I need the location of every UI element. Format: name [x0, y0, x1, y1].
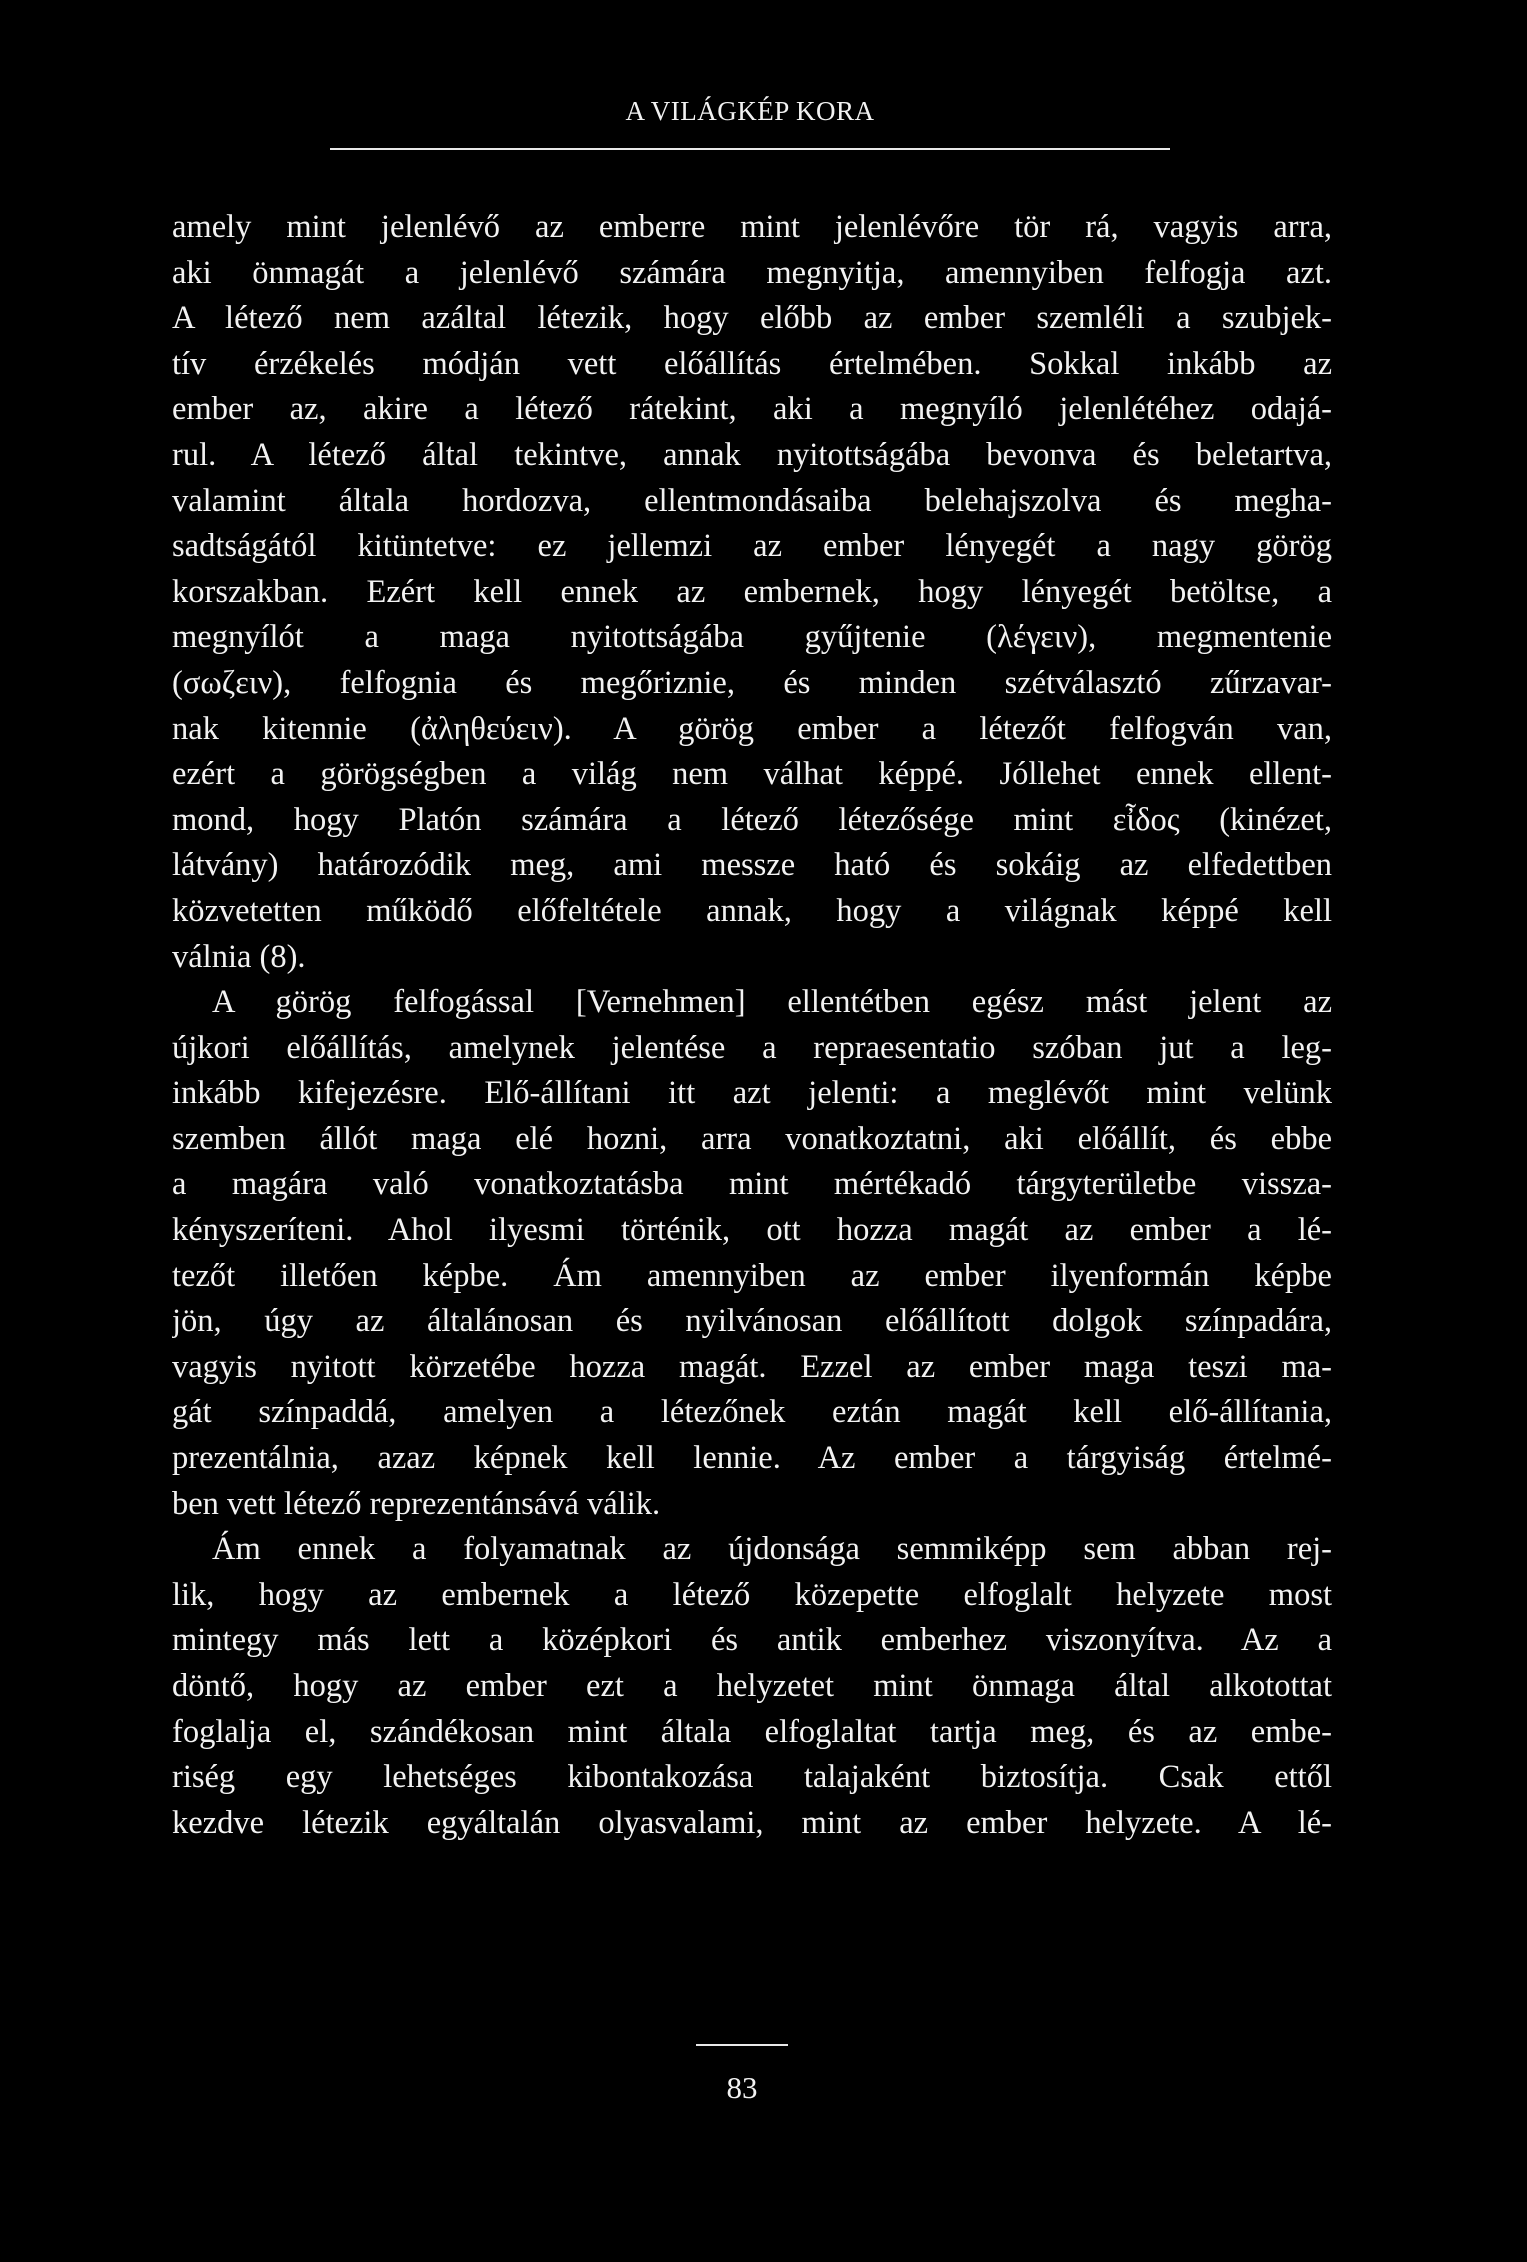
body-line: inkább kifejezésre. Elő-állítani itt azt jelenti: a meglévőt mint velünk — [172, 1075, 1332, 1112]
body-line: mond, hogy Platón számára a létező létezősége mint εἶδος (kinézet, — [172, 801, 1332, 838]
body-text — [172, 205, 1332, 1846]
body-line: ember az, akire a létező rátekint, aki a megnyíló jelenlétéhez odajá- — [172, 391, 1332, 428]
body-line: ezért a görögségben a világ nem válhat képpé. Jóllehet ennek ellent- — [172, 756, 1332, 793]
body-line: jön, úgy az általánosan és nyilvánosan előállított dolgok színpadára, — [172, 1303, 1332, 1340]
body-line: újkori előállítás, amelynek jelentése a repraesentatio szóban jut a leg- — [172, 1029, 1332, 1066]
body-line: A létező nem azáltal létezik, hogy előbb az ember szemléli a szubjek- — [172, 300, 1332, 337]
body-line: aki önmagát a jelenlévő számára megnyitja, amennyiben felfogja azt. — [172, 254, 1332, 291]
body-line-paragraph-end: ben vett létező reprezentánsává válik. — [172, 1485, 661, 1522]
running-head-title: A VILÁGKÉP KORA — [625, 96, 875, 126]
body-line: tezőt illetően képbe. Ám amennyiben az ember ilyenformán képbe — [172, 1257, 1332, 1294]
body-line: korszakban. Ezért kell ennek az embernek, hogy lényegét betöltse, a — [172, 573, 1332, 610]
body-line: lik, hogy az embernek a létező közepette elfoglalt helyzete most — [172, 1576, 1332, 1613]
body-line: amely mint jelenlévő az emberre mint jelenlévőre tör rá, vagyis arra, — [172, 209, 1332, 245]
body-line: foglalja el, szándékosan mint általa elfoglaltat tartja meg, és az embe- — [172, 1713, 1332, 1750]
body-line-paragraph-end: válnia (8). — [172, 938, 306, 975]
header-rule — [330, 148, 1170, 150]
footer-rule — [696, 2044, 788, 2046]
body-line: riség egy lehetséges kibontakozása talajaként biztosítja. Csak ettől — [172, 1759, 1332, 1796]
body-line: közvetetten működő előfeltétele annak, hogy a világnak képpé kell — [172, 892, 1332, 929]
body-line: rul. A létező által tekintve, annak nyitottságába bevonva és beletartva, — [172, 436, 1332, 473]
body-line: szemben állót maga elé hozni, arra vonatkoztatni, aki előállít, és ebbe — [172, 1120, 1332, 1157]
body-line: döntő, hogy az ember ezt a helyzetet mint önmaga által alkotottat — [172, 1668, 1332, 1704]
body-line: vagyis nyitott körzetébe hozza magát. Ezzel az ember maga teszi ma- — [172, 1348, 1332, 1385]
body-line-paragraph-start: Ám ennek a folyamatnak az újdonsága semmiképp sem abban rej- — [212, 1531, 1332, 1568]
body-line: kezdve létezik egyáltalán olyasvalami, mint az ember helyzete. A lé- — [172, 1804, 1332, 1841]
page-number: 83 — [726, 2070, 758, 2105]
body-line: tív érzékelés módján vett előállítás értelmében. Sokkal inkább az — [172, 345, 1332, 382]
body-line: gát színpaddá, amelyen a létezőnek eztán magát kell elő-állítania, — [172, 1394, 1332, 1431]
body-line: kényszeríteni. Ahol ilyesmi történik, ott hozza magát az ember a lé- — [172, 1212, 1332, 1249]
body-line: valamint általa hordozva, ellentmondásaiba belehajszolva és megha- — [172, 482, 1332, 519]
body-line: sadtságától kitüntetve: ez jellemzi az ember lényegét a nagy görög — [172, 528, 1332, 565]
body-line: a magára való vonatkoztatásba mint mértékadó tárgyterületbe vissza- — [172, 1166, 1332, 1203]
body-line: látvány) határozódik meg, ami messze ható és sokáig az elfedettben — [172, 847, 1332, 884]
body-line: megnyílót a maga nyitottságába gyűjtenie (λέγειν), megmentenie — [172, 619, 1332, 656]
body-line: (σωζειν), felfognia és megőriznie, és minden szétválasztó zűrzavar- — [172, 664, 1332, 701]
body-line-paragraph-start: A görög felfogással [Vernehmen] ellentétben egész mást jelent az — [212, 984, 1332, 1021]
body-line: nak kitennie (ἀληθεύειν). A görög ember a létezőt felfogván van, — [172, 710, 1332, 747]
body-line: mintegy más lett a középkori és antik emberhez viszonyítva. Az a — [172, 1622, 1332, 1659]
body-line: prezentálnia, azaz képnek kell lennie. Az ember a tárgyiság értelmé- — [172, 1440, 1332, 1477]
